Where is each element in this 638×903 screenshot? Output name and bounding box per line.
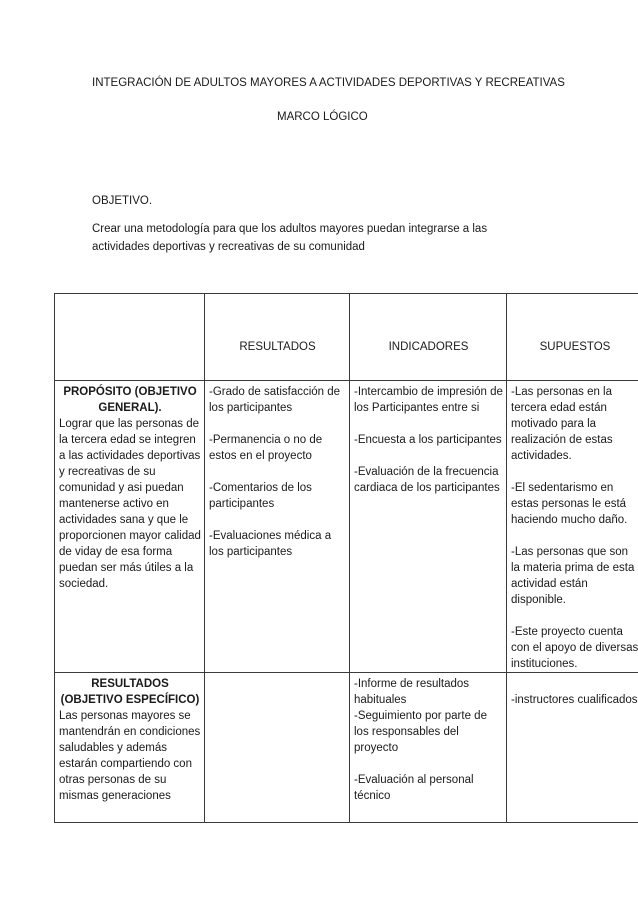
row-title: RESULTADOS (OBJETIVO ESPECÍFICO) [60, 678, 200, 706]
header-cell-supuestos: SUPUESTOS [507, 294, 638, 381]
supuesto-item: -Las personas que son la materia prima de esta actividad están disponible. [511, 546, 635, 606]
supuesto-item: -El sedentarismo en estas personas le está haciendo mucho daño. [511, 482, 628, 526]
resultado-item: -Grado de satisfacción de los participantes [209, 386, 341, 414]
objective-text: Crear una metodología para que los adultos mayores puedan integrarse a las actividades deportivas y recreativas de su comunidad [92, 223, 488, 253]
indicador-item: -Evaluación de la frecuencia cardiaca de los participantes [354, 466, 500, 494]
header-cell-empty [55, 294, 205, 381]
row-title: PROPÓSITO (OBJETIVO GENERAL). [63, 386, 197, 414]
indicadores-cell [350, 673, 507, 823]
document-subtitle: MARCO LÓGICO [277, 111, 368, 123]
resultado-item: -Permanencia o no de estos en el proyecto [209, 434, 323, 462]
resultado-item: -Evaluaciones médica a los participantes [209, 530, 332, 558]
indicador-item: -Intercambio de impresión de los Participantes entre si [354, 386, 503, 414]
row-description: Las personas mayores se mantendrán en condiciones saludables y además estarán compartiendo con otras personas de su mismas generaciones [59, 710, 201, 802]
indicador-item: -Seguimiento por parte de los responsables del proyecto [354, 710, 487, 754]
table-header-row [55, 294, 638, 381]
supuesto-item: -instructores cualificados [511, 694, 638, 706]
header-cell-resultados: RESULTADOS [205, 294, 350, 381]
supuestos-cell [507, 673, 638, 823]
resultado-item: -Comentarios de los participantes [209, 482, 312, 510]
table-row-proposito [55, 381, 638, 673]
supuesto-item: -Las personas en la tercera edad están motivado para la realización de estas actividades. [511, 386, 613, 462]
logical-framework-table [54, 293, 638, 823]
indicador-item: -Informe de resultados habituales [354, 678, 470, 706]
row-description: Lograr que las personas de la tercera edad se integren a las actividades deportivas y recreativas de su comunidad y asi puedan mantenerse activo en actividades sana y que le proporcionen mayor calidad de viday de esa forma puedan ser más útiles a la sociedad. [59, 418, 201, 590]
document-title: INTEGRACIÓN DE ADULTOS MAYORES A ACTIVIDADES DEPORTIVAS Y RECREATIVAS [92, 77, 565, 89]
row-label-cell [55, 381, 205, 673]
objective-label: OBJETIVO. [92, 195, 153, 207]
indicador-item: -Encuesta a los participantes [354, 434, 502, 446]
resultados-cell [205, 381, 350, 673]
indicadores-cell [350, 381, 507, 673]
header-cell-indicadores: INDICADORES [350, 294, 507, 381]
supuesto-item: -Este proyecto cuenta con el apoyo de diversas instituciones. [511, 626, 638, 670]
indicador-item: -Evaluación al personal técnico [354, 774, 474, 802]
table-row-resultados [55, 673, 638, 823]
supuestos-cell [507, 381, 638, 673]
row-label-cell [55, 673, 205, 823]
resultados-cell-empty [205, 673, 350, 823]
